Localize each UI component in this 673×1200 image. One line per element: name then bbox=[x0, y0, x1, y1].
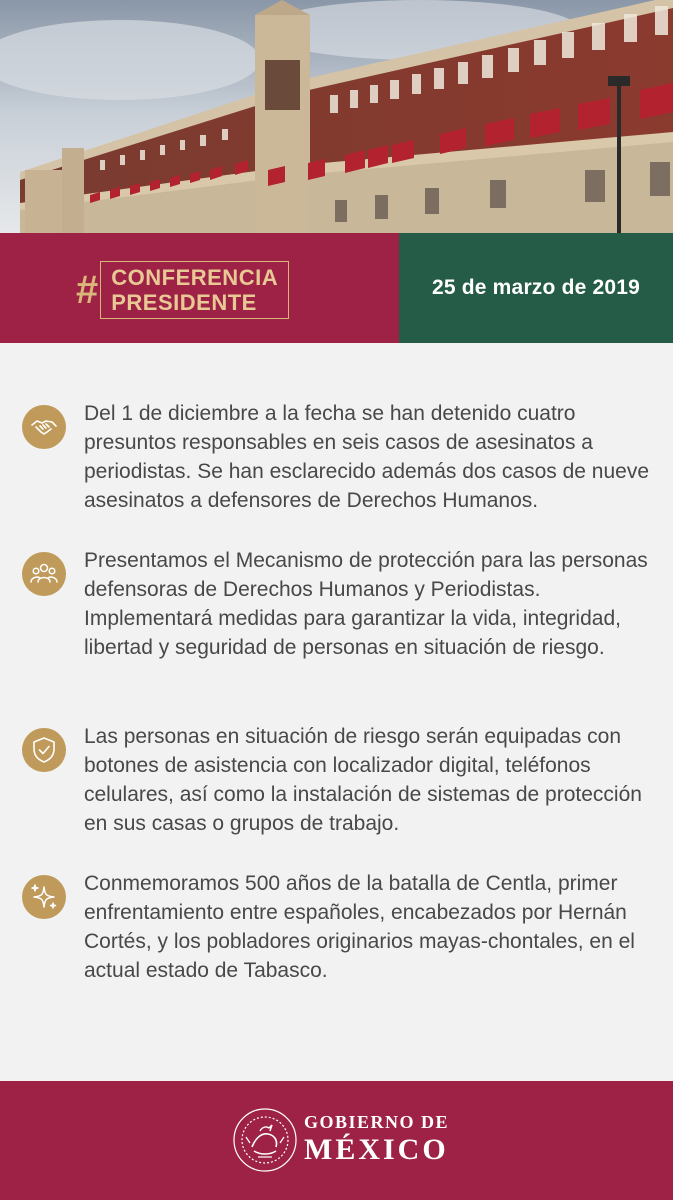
item-text: Presentamos el Mecanismo de protección para las personas defensoras de Derechos Humanos y Periodistas. Implementará medidas para garantizar la vida, integridad, libertad y seguridad de personas en situación de riesgo. bbox=[84, 549, 648, 659]
escudo-nacional-seal bbox=[232, 1107, 298, 1173]
item-text: Las personas en situación de riesgo serán equipadas con botones de asistencia con localizador digital, teléfonos celulares, así como la instalación de sistemas de protección en sus casas o grupos de trabajo. bbox=[84, 725, 642, 835]
footer-line-1: GOBIERNO DE bbox=[304, 1112, 450, 1132]
footer-line-2: MÉXICO bbox=[304, 1133, 449, 1166]
people-group-icon bbox=[22, 552, 66, 596]
shield-check-icon bbox=[22, 728, 66, 772]
item-text: Conmemoramos 500 años de la batalla de Centla, primer enfrentamiento entre españoles, encabezados por Hernán Cortés, y los pobladores originarios mayas-chontales, en el actual estado de Tabasco. bbox=[84, 872, 635, 982]
sparkles-icon bbox=[22, 875, 66, 919]
handshake-icon bbox=[22, 405, 66, 449]
hashtag-line-2: PRESIDENTE bbox=[111, 290, 257, 315]
hashtag-logo bbox=[76, 261, 289, 319]
hashtag-panel bbox=[0, 233, 399, 343]
hero-photo-palacio-nacional bbox=[0, 0, 673, 233]
hashtag-symbol: # bbox=[76, 268, 99, 312]
header-band bbox=[0, 233, 673, 343]
date-panel bbox=[399, 233, 673, 343]
conference-date: 25 de marzo de 2019 bbox=[431, 276, 641, 299]
hashtag-frame bbox=[100, 261, 289, 319]
footer-band bbox=[0, 1081, 673, 1200]
item-text: Del 1 de diciembre a la fecha se han detenido cuatro presuntos responsables en seis casos de asesinatos a periodistas. Se han esclarecido además dos casos de nueve asesinatos a defensores de Derechos Humanos. bbox=[84, 402, 650, 512]
hashtag-line-1: CONFERENCIA bbox=[111, 265, 279, 290]
gobierno-de-mexico-logo bbox=[304, 1111, 449, 1167]
content-area bbox=[0, 343, 673, 1081]
